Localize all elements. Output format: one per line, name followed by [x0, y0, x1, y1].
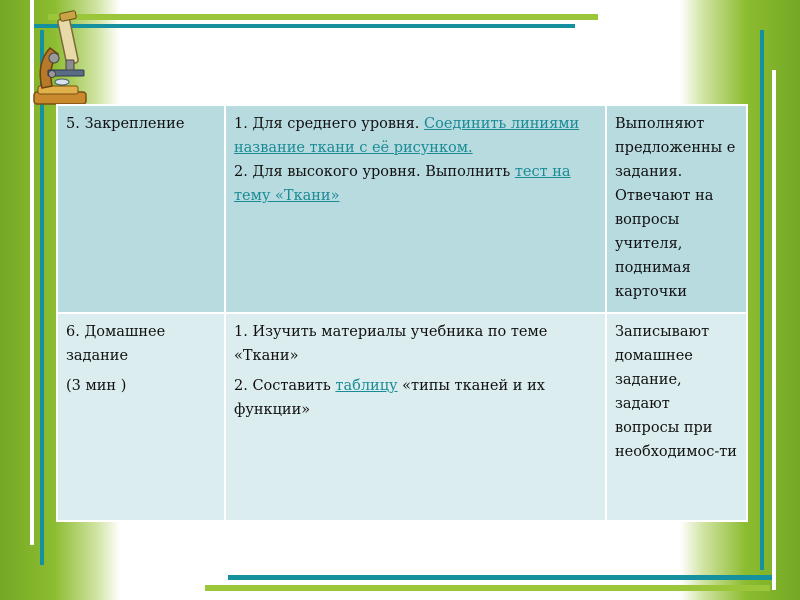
- microscope-icon: [28, 8, 98, 108]
- table-row: [57, 105, 747, 313]
- table-link[interactable]: таблицу: [335, 378, 398, 394]
- decor-bar-top-teal: [30, 24, 575, 28]
- task-link[interactable]: Соединить линиями название ткани с её рисунком.: [234, 116, 580, 156]
- teacher-activity-cell: [225, 105, 606, 313]
- test-link[interactable]: тест на тему «Ткани»: [234, 164, 571, 204]
- task-text: 2. Составить: [234, 378, 336, 394]
- student-activity-cell: [606, 105, 747, 313]
- decor-bar-top-green: [48, 14, 598, 20]
- task-text: 1. Для среднего уровня.: [234, 116, 425, 132]
- stage-duration: (3 мин ): [66, 378, 127, 394]
- student-activity-cell: [606, 313, 747, 521]
- task-text: «типы тканей и их функции»: [234, 378, 545, 418]
- student-activity-text: Выполняют предложенны е задания. Отвечают на вопросы учителя, поднимая карточки: [615, 116, 736, 300]
- decor-bar-right-teal: [760, 30, 764, 570]
- stage-title: 5. Закрепление: [66, 116, 185, 132]
- task-item: [234, 374, 597, 422]
- stage-cell: [57, 313, 225, 521]
- student-activity-text: Записывают домашнее задание, задают вопросы при необходимос-ти: [615, 324, 737, 460]
- decor-bar-right-white: [772, 70, 776, 590]
- stage-cell: [57, 105, 225, 313]
- task-item: 1. Изучить материалы учебника по теме «Ткани»: [234, 324, 548, 364]
- decor-bar-bottom-green: [205, 585, 770, 591]
- table-row: [57, 313, 747, 521]
- task-item: [234, 112, 597, 160]
- task-item: [234, 160, 597, 208]
- lesson-plan-table: [56, 104, 748, 522]
- teacher-activity-cell: [225, 313, 606, 521]
- decor-bar-bottom-teal: [228, 575, 773, 580]
- task-text: 2. Для высокого уровня. Выполнить: [234, 164, 515, 180]
- decor-bar-left-teal: [40, 30, 44, 565]
- stage-title: 6. Домашнее задание: [66, 324, 166, 364]
